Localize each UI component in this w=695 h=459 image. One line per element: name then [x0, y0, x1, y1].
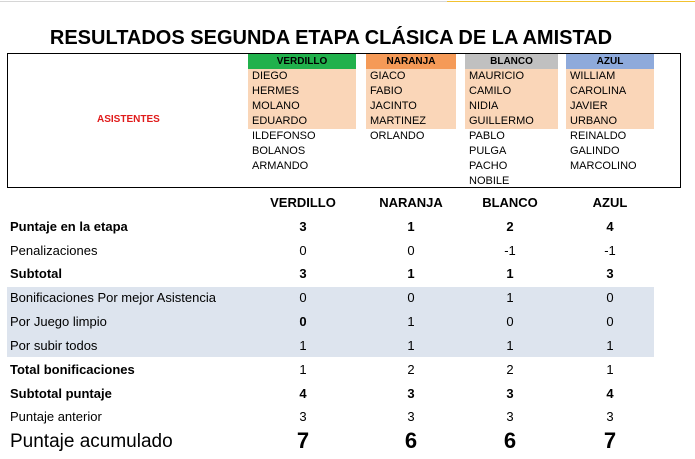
total-label: Puntaje acumulado — [10, 431, 173, 452]
team-member: BOLANOS — [252, 145, 306, 157]
team-member: ORLANDO — [370, 130, 425, 142]
attendees-label: ASISTENTES — [97, 114, 160, 125]
row-value: 0 — [407, 290, 415, 305]
table-row — [0, 338, 695, 361]
team-member: CAMILO — [465, 84, 558, 99]
row-label: Bonificaciones Por mejor Asistencia — [10, 290, 216, 305]
table-row — [0, 243, 695, 266]
table-row — [0, 266, 695, 289]
row-value: 2 — [407, 362, 415, 377]
team-member: ARMANDO — [252, 160, 309, 172]
table-row — [0, 362, 695, 385]
team-member: REINALDO — [570, 130, 627, 142]
team-member: URBANO — [566, 114, 654, 129]
team-member: NIDIA — [465, 99, 558, 114]
team-header: AZUL — [566, 54, 654, 69]
row-value: 0 — [299, 290, 307, 305]
row-value: 3 — [506, 386, 514, 401]
row-value: 0 — [407, 243, 415, 258]
row-value: 3 — [606, 409, 614, 424]
sheet-gridline-accent — [447, 1, 695, 2]
team-member: GIACO — [366, 69, 456, 84]
row-value: 3 — [407, 409, 415, 424]
total-value: 6 — [404, 428, 418, 453]
row-value: -1 — [504, 243, 516, 258]
row-label: Total bonificaciones — [10, 362, 135, 377]
table-row — [0, 219, 695, 242]
table-row — [0, 314, 695, 337]
row-value: 0 — [506, 314, 514, 329]
row-value: 1 — [299, 338, 307, 353]
row-value: 1 — [506, 338, 514, 353]
team-header: NARANJA — [366, 54, 456, 69]
row-label: Por subir todos — [10, 338, 98, 353]
column-header-naranja: NARANJA — [379, 195, 443, 210]
team-member: NOBILE — [469, 175, 510, 187]
row-value: 4 — [606, 219, 614, 234]
column-header-blanco: BLANCO — [482, 195, 538, 210]
row-label: Penalizaciones — [10, 243, 98, 258]
row-label: Subtotal — [10, 266, 62, 281]
row-label: Subtotal puntaje — [10, 386, 112, 401]
row-value: 3 — [299, 219, 307, 234]
row-value: 1 — [407, 338, 415, 353]
row-label: Por Juego limpio — [10, 314, 107, 329]
team-header: VERDILLO — [248, 54, 356, 69]
row-value: 3 — [506, 409, 514, 424]
team-member: DIEGO — [248, 69, 356, 84]
team-member: MOLANO — [248, 99, 356, 114]
row-value: 3 — [299, 409, 307, 424]
row-label: Puntaje en la etapa — [10, 219, 128, 234]
table-row — [0, 290, 695, 313]
row-label: Puntaje anterior — [10, 409, 102, 424]
row-value: 1 — [506, 266, 514, 281]
team-column-azul — [566, 54, 654, 174]
team-member: PABLO — [469, 130, 505, 142]
total-row — [0, 428, 695, 458]
team-member: WILLIAM — [566, 69, 654, 84]
team-column-blanco — [465, 54, 558, 189]
row-value: 0 — [606, 290, 614, 305]
team-column-verdillo — [248, 54, 356, 174]
total-value: 7 — [296, 428, 310, 453]
row-value: 3 — [606, 266, 614, 281]
team-member: FABIO — [366, 84, 456, 99]
row-value: 0 — [299, 314, 307, 329]
row-value: 1 — [407, 219, 415, 234]
team-member: ILDEFONSO — [252, 130, 316, 142]
row-value: 3 — [407, 386, 415, 401]
column-header-verdillo: VERDILLO — [270, 195, 336, 210]
team-member: PULGA — [469, 145, 507, 157]
total-value: 6 — [503, 428, 517, 453]
team-member: JACINTO — [366, 99, 456, 114]
team-member: JAVIER — [566, 99, 654, 114]
row-value: 3 — [299, 266, 307, 281]
table-row — [0, 386, 695, 409]
row-value: 1 — [407, 266, 415, 281]
team-column-naranja — [366, 54, 456, 144]
row-value: 0 — [299, 243, 307, 258]
row-value: 0 — [606, 314, 614, 329]
row-value: 4 — [299, 386, 307, 401]
team-header: BLANCO — [465, 54, 558, 69]
team-member: MAURICIO — [465, 69, 558, 84]
row-value: 1 — [299, 362, 307, 377]
team-member: GUILLERMO — [465, 114, 558, 129]
team-member: EDUARDO — [248, 114, 356, 129]
team-member: PACHO — [469, 160, 508, 172]
row-value: 1 — [407, 314, 415, 329]
row-value: 1 — [606, 362, 614, 377]
team-member: MARCOLINO — [570, 160, 637, 172]
page-title: RESULTADOS SEGUNDA ETAPA CLÁSICA DE LA AMISTAD — [49, 27, 613, 49]
row-value: 1 — [506, 290, 514, 305]
row-value: 2 — [506, 362, 514, 377]
column-header-azul: AZUL — [592, 195, 628, 210]
team-member: CAROLINA — [566, 84, 654, 99]
team-member: HERMES — [248, 84, 356, 99]
team-member: MARTINEZ — [366, 114, 456, 129]
row-value: 4 — [606, 386, 614, 401]
total-value: 7 — [603, 428, 617, 453]
row-value: -1 — [604, 243, 616, 258]
team-member: GALINDO — [570, 145, 620, 157]
row-value: 2 — [506, 219, 514, 234]
row-value: 1 — [606, 338, 614, 353]
